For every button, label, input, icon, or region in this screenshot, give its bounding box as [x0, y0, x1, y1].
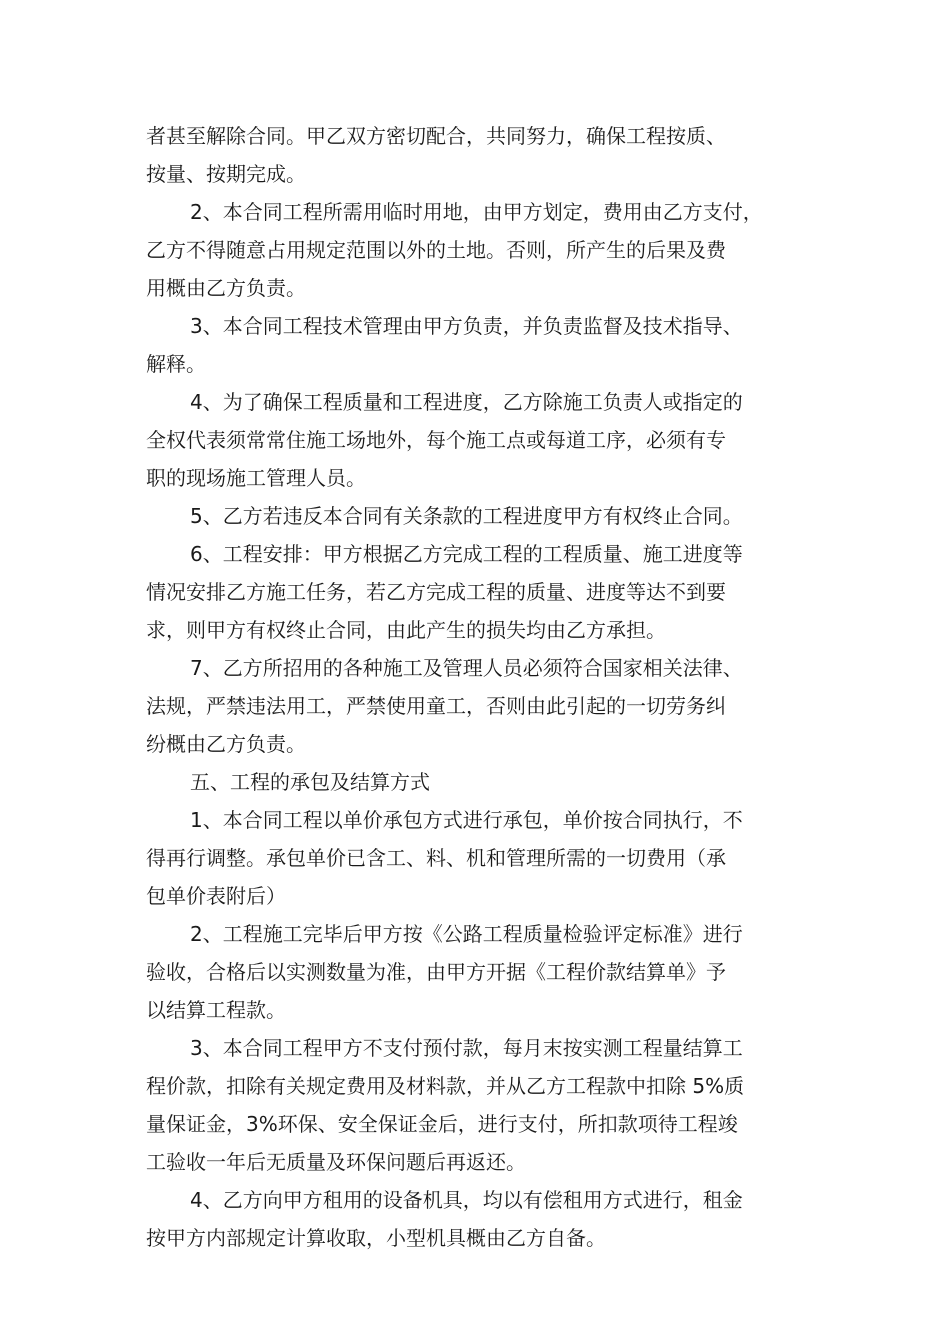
text-line: 7、乙方所招用的各种施工及管理人员必须符合国家相关法律、: [190, 656, 743, 680]
paragraph: [146, 497, 806, 535]
text-line: 3、本合同工程甲方不支付预付款，每月末按实测工程量结算工: [190, 1036, 743, 1060]
paragraph: [146, 801, 806, 915]
text-line: 按量、按期完成。: [146, 162, 306, 186]
text-line: 职的现场施工管理人员。: [146, 466, 366, 490]
paragraph: [146, 1181, 806, 1257]
text-line: 4、为了确保工程质量和工程进度，乙方除施工负责人或指定的: [190, 390, 743, 414]
document-body: [146, 117, 806, 1257]
text-line: 以结算工程款。: [146, 998, 286, 1022]
paragraph: [146, 649, 806, 763]
text-line: 包单价表附后）: [146, 884, 286, 908]
text-line: 求，则甲方有权终止合同，由此产生的损失均由乙方承担。: [146, 618, 666, 642]
text-line: 按甲方内部规定计算收取，小型机具概由乙方自备。: [146, 1226, 606, 1250]
text-line: 纷概由乙方负责。: [146, 732, 306, 756]
text-line: 乙方不得随意占用规定范围以外的土地。否则，所产生的后果及费: [146, 238, 726, 262]
text-line: 4、乙方向甲方租用的设备机具，均以有偿租用方式进行，租金: [190, 1188, 743, 1212]
text-line: 工验收一年后无质量及环保问题后再返还。: [146, 1150, 526, 1174]
text-line: 五、工程的承包及结算方式: [190, 770, 430, 794]
text-line: 量保证金，3%环保、安全保证金后，进行支付，所扣款项待工程竣: [146, 1112, 738, 1136]
text-line: 2、工程施工完毕后甲方按《公路工程质量检验评定标准》进行: [190, 922, 743, 946]
text-line: 者甚至解除合同。甲乙双方密切配合，共同努力，确保工程按质、: [146, 124, 726, 148]
text-line: 解释。: [146, 352, 206, 376]
paragraph: [146, 915, 806, 1029]
text-line: 得再行调整。承包单价已含工、料、机和管理所需的一切费用（承: [146, 846, 726, 870]
text-line: 2、本合同工程所需用临时用地，由甲方划定，费用由乙方支付，: [190, 200, 763, 224]
paragraph: [146, 535, 806, 649]
text-line: 法规，严禁违法用工，严禁使用童工，否则由此引起的一切劳务纠: [146, 694, 726, 718]
paragraph: [146, 383, 806, 497]
text-line: 情况安排乙方施工任务，若乙方完成工程的质量、进度等达不到要: [146, 580, 726, 604]
paragraph: [146, 763, 806, 801]
text-line: 6、工程安排：甲方根据乙方完成工程的工程质量、施工进度等: [190, 542, 743, 566]
text-line: 验收，合格后以实测数量为准，由甲方开据《工程价款结算单》予: [146, 960, 726, 984]
text-line: 程价款，扣除有关规定费用及材料款，并从乙方工程款中扣除 5%质: [146, 1074, 745, 1098]
paragraph: [146, 117, 806, 193]
text-line: 全权代表须常常住施工场地外，每个施工点或每道工序，必须有专: [146, 428, 726, 452]
paragraph: [146, 1029, 806, 1181]
text-line: 3、本合同工程技术管理由甲方负责，并负责监督及技术指导、: [190, 314, 743, 338]
text-line: 5、乙方若违反本合同有关条款的工程进度甲方有权终止合同。: [190, 504, 743, 528]
paragraph: [146, 193, 806, 307]
text-line: 1、本合同工程以单价承包方式进行承包，单价按合同执行，不: [190, 808, 743, 832]
text-line: 用概由乙方负责。: [146, 276, 306, 300]
paragraph: [146, 307, 806, 383]
